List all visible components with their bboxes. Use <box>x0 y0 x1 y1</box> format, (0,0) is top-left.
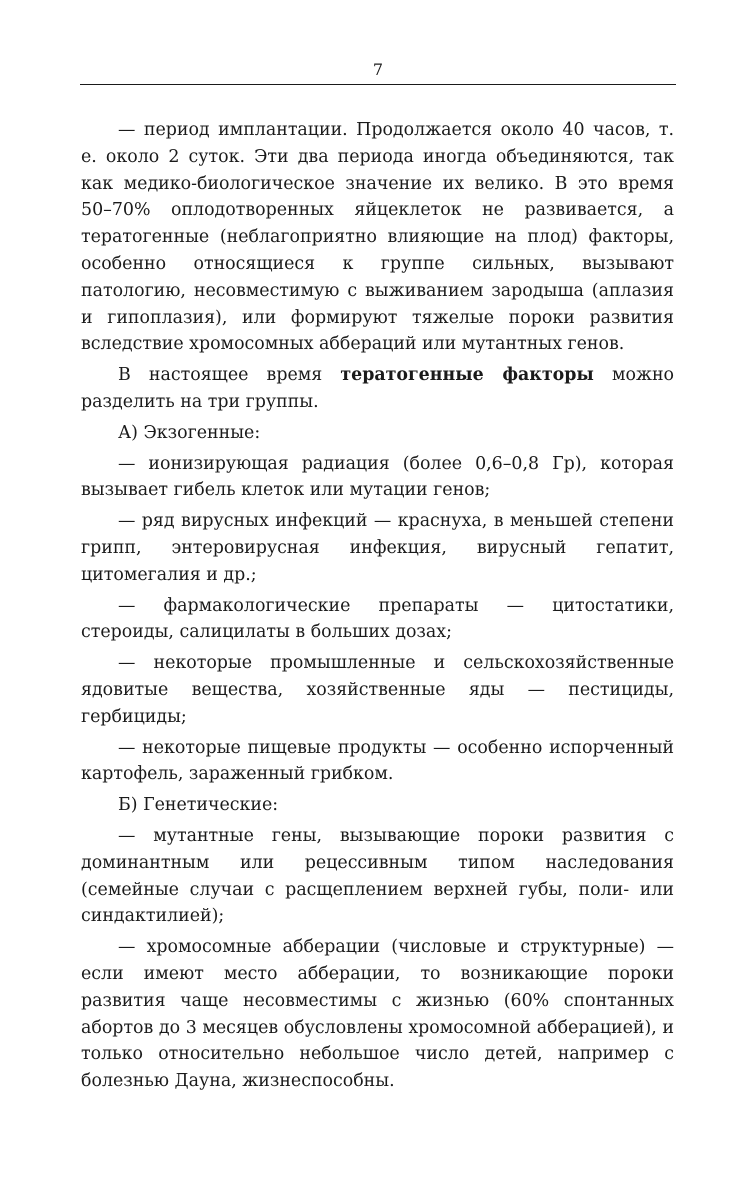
paragraph-implantation-period: — период имплантации. Продолжается около 40 часов, т. е. около 2 суток. Эти два периода иногда объединяются, так как медико-биологическое значение их велико. В это время 50–70% оплодотворенных яйцеклеток не развивается, а тератогенные (неблагоприятно влияющие на плод) факторы, особенно относящиеся к группе сильных, вызывают патологию, несовместимую с выживанием зародыша (аплазия и гипоплазия), или формируют тяжелые пороки развития вследствие хромосомных аббераций или мутантных генов. <box>81 120 674 355</box>
header-rule <box>80 84 676 85</box>
list-item-chromosomal-aberrations: — хромосомные абберации (числовые и структурные) — если имеют место абберации, то возникающие пороки развития чаще несовместимы с жизнью (60% спонтанных абортов до 3 месяцев обусловлены хромосомной абберацией), и только относительно небольшое число детей, например с болезнью Дауна, жизнеспособны. <box>81 937 674 1092</box>
list-item-pharmacological: — фармакологические препараты — цитостатики, стероиды, салицилаты в больших дозах; <box>81 595 674 643</box>
intro-text: В настоящее время <box>118 365 341 386</box>
list-item-mutant-genes: — мутантные гены, вызывающие пороки развития с доминантным или рецессивным типом наследования (семейные случаи с расщеплением верхней губы, поли- или синдактилией); <box>81 825 674 927</box>
page-number: 7 <box>372 60 384 79</box>
list-item-food-products: — некоторые пищевые продукты — особенно испорченный картофель, зараженный грибком. <box>81 737 674 785</box>
list-item-toxic-substances: — некоторые промышленные и сельскохозяйственные ядовитые вещества, хозяйственные яды — пестициды, гербициды; <box>81 653 674 727</box>
term-teratogenic-factors: тератогенные факторы <box>340 365 594 386</box>
heading-exogenous: А) Экзогенные: <box>118 422 261 443</box>
paragraph-teratogenic-factors <box>81 362 674 416</box>
heading-genetic: Б) Генетические: <box>118 795 279 816</box>
list-item-radiation: — ионизирующая радиация (более 0,6–0,8 Гр), которая вызывает гибель клеток или мутации генов; <box>81 453 674 501</box>
body-text <box>81 117 674 1095</box>
intro-text-end: можно разделить на три группы. <box>81 365 675 412</box>
list-item-viral-infections: — ряд вирусных инфекций — краснуха, в меньшей степени грипп, энтеровирусная инфекция, вирусный гепатит, цитомегалия и др.; <box>81 511 674 585</box>
